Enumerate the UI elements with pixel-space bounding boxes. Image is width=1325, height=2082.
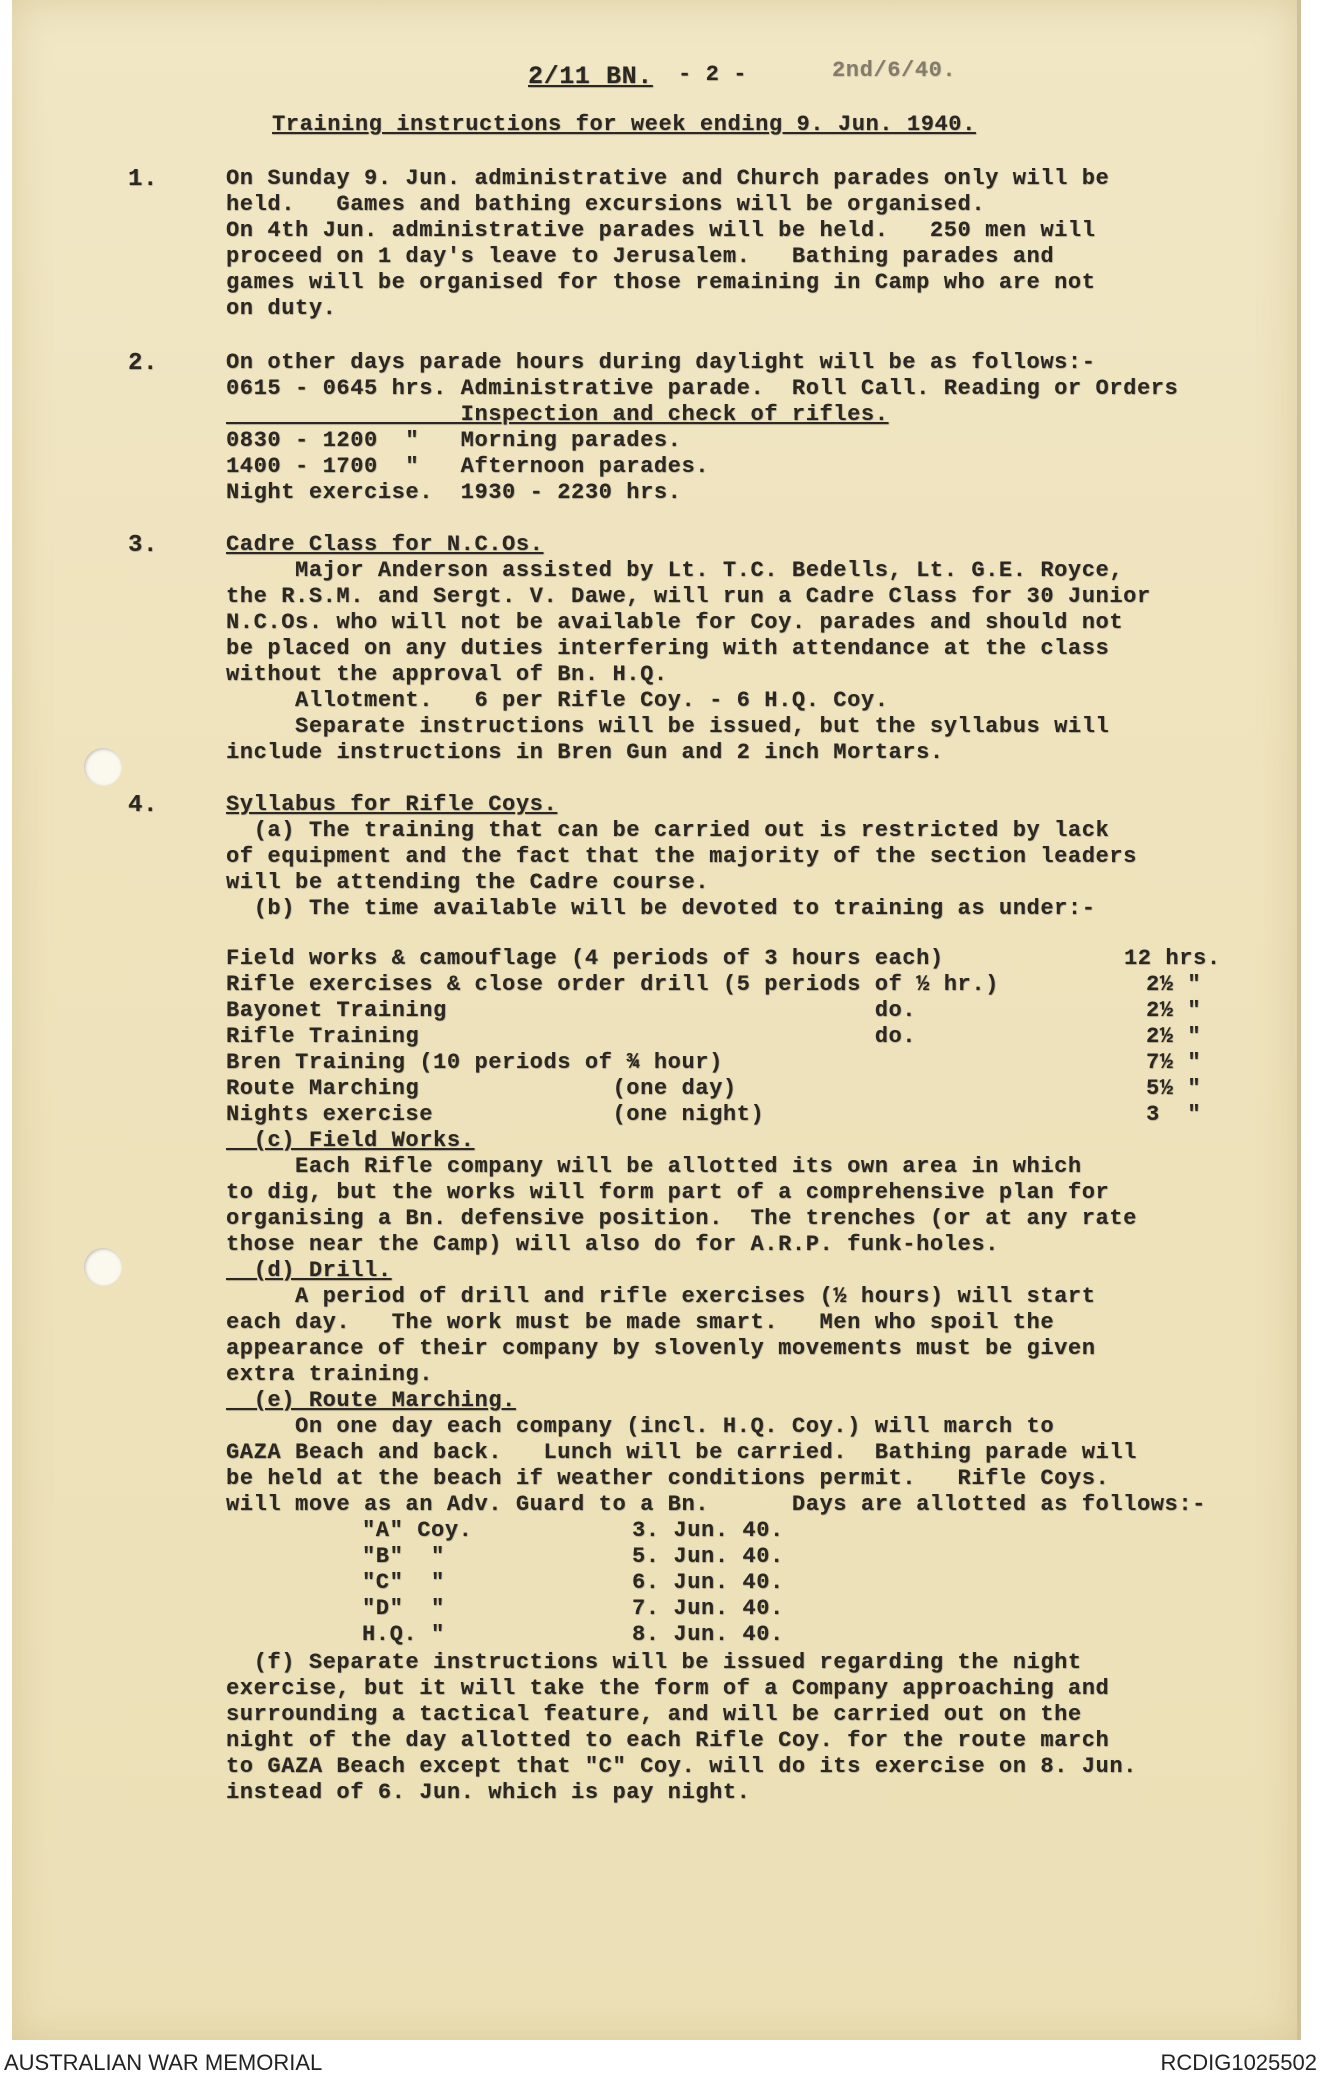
section-2-line: Inspection and check of rifles. [226,402,889,427]
syllabus-item: Field works & camouflage (4 periods of 3 hours each) [226,946,944,971]
section-4-heading: Syllabus for Rifle Coys. [226,792,558,817]
section-3-line: Allotment. 6 per Rifle Coy. - 6 H.Q. Coy. [226,688,889,713]
field-works-line: to dig, but the works will form part of a comprehensive plan for [226,1180,1110,1205]
archive-credit: AUSTRALIAN WAR MEMORIAL [4,2050,323,2075]
section-3-line: be placed on any duties interfering with attendance at the class [226,636,1110,661]
syllabus-item: Bayonet Training do. [226,998,917,1023]
syllabus-hours: 2½ " [1146,972,1202,997]
route-day-date: 8. Jun. 40. [632,1622,784,1647]
route-march-line: On one day each company (incl. H.Q. Coy.) will march to [226,1414,1055,1439]
route-day-date: 3. Jun. 40. [632,1518,784,1543]
section-3-line: Major Anderson assisted by Lt. T.C. Bedells, Lt. G.E. Royce, [226,558,1124,583]
section-4-line: (b) The time available will be devoted to training as under:- [226,896,1096,921]
syllabus-hours: 5½ " [1146,1076,1202,1101]
route-march-line: GAZA Beach and back. Lunch will be carried. Bathing parade will [226,1440,1137,1465]
section-4-line: of equipment and the fact that the majority of the section leaders [226,844,1137,869]
section-2-line: 0830 - 1200 " Morning parades. [226,428,682,453]
field-works-line: those near the Camp) will also do for A.R.P. funk-holes. [226,1232,999,1257]
section-number: 3. [128,532,159,559]
subsection-heading: (c) Field Works. [226,1128,475,1153]
route-march-line: will move as an Adv. Guard to a Bn. Days are allotted as follows:- [226,1492,1206,1517]
syllabus-hours: 7½ " [1146,1050,1202,1075]
section-3-line: without the approval of Bn. H.Q. [226,662,668,687]
section-1-line: held. Games and bathing excursions will be organised. [226,192,986,217]
route-day-date: 6. Jun. 40. [632,1570,784,1595]
syllabus-hours: 2½ " [1146,1024,1202,1049]
night-exercise-line: to GAZA Beach except that "C" Coy. will do its exercise on 8. Jun. [226,1754,1137,1779]
field-works-line: Each Rifle company will be allotted its own area in which [226,1154,1082,1179]
syllabus-item: Route Marching (one day) [226,1076,737,1101]
archive-id: RCDIG1025502 [1160,2050,1317,2075]
section-3-line: N.C.Os. who will not be available for Coy. parades and should not [226,610,1124,635]
syllabus-item: Rifle exercises & close order drill (5 periods of ½ hr.) [226,972,999,997]
route-day-coy: "D" " [362,1596,445,1621]
route-march-line: be held at the beach if weather conditions permit. Rifle Coys. [226,1466,1110,1491]
punch-hole [84,748,122,786]
drill-line: each day. The work must be made smart. Men who spoil the [226,1310,1055,1335]
syllabus-hours: 3 " [1146,1102,1202,1127]
section-3-line: the R.S.M. and Sergt. V. Dawe, will run a Cadre Class for 30 Junior [226,584,1151,609]
section-1-line: on duty. [226,296,337,321]
route-day-date: 7. Jun. 40. [632,1596,784,1621]
night-exercise-line: instead of 6. Jun. which is pay night. [226,1780,751,1805]
drill-line: extra training. [226,1362,434,1387]
night-exercise-line: exercise, but it will take the form of a Company approaching and [226,1676,1110,1701]
battalion-heading: 2/11 BN. [528,62,653,91]
document-page [12,0,1301,2040]
section-2-line: 0615 - 0645 hrs. Administrative parade. Roll Call. Reading or Orders [226,376,1179,401]
route-day-coy: "C" " [362,1570,445,1595]
section-2-line: 1400 - 1700 " Afternoon parades. [226,454,710,479]
syllabus-item: Rifle Training do. [226,1024,917,1049]
section-3-line: Separate instructions will be issued, but the syllabus will [226,714,1110,739]
syllabus-hours: 12 hrs. [1124,946,1221,971]
drill-line: A period of drill and rifle exercises (½ hours) will start [226,1284,1096,1309]
page-number: - 2 - [678,62,748,87]
section-number: 2. [128,350,159,377]
route-day-coy: H.Q. " [362,1622,445,1647]
syllabus-hours: 2½ " [1146,998,1202,1023]
section-1-line: proceed on 1 day's leave to Jerusalem. Bathing parades and [226,244,1055,269]
night-exercise-line: (f) Separate instructions will be issued regarding the night [226,1650,1082,1675]
section-2-line: On other days parade hours during daylight will be as follows:- [226,350,1096,375]
section-3-heading: Cadre Class for N.C.Os. [226,532,544,557]
section-1-line: On Sunday 9. Jun. administrative and Church parades only will be [226,166,1110,191]
section-1-line: On 4th Jun. administrative parades will be held. 250 men will [226,218,1096,243]
route-day-coy: "B" " [362,1544,445,1569]
section-2-line: Night exercise. 1930 - 2230 hrs. [226,480,682,505]
section-3-line: include instructions in Bren Gun and 2 inch Mortars. [226,740,944,765]
route-day-coy: "A" Coy. [362,1518,473,1543]
drill-line: appearance of their company by slovenly movements must be given [226,1336,1096,1361]
syllabus-item: Bren Training (10 periods of ¾ hour) [226,1050,723,1075]
route-day-date: 5. Jun. 40. [632,1544,784,1569]
date-mark: 2nd/6/40. [832,58,957,83]
punch-hole [84,1248,122,1286]
subsection-heading: (d) Drill. [226,1258,392,1283]
night-exercise-line: surrounding a tactical feature, and will be carried out on the [226,1702,1082,1727]
section-1-line: games will be organised for those remaining in Camp who are not [226,270,1096,295]
document-title: Training instructions for week ending 9. Jun. 1940. [272,112,976,137]
night-exercise-line: night of the day allotted to each Rifle Coy. for the route march [226,1728,1110,1753]
syllabus-item: Nights exercise (one night) [226,1102,765,1127]
section-4-line: (a) The training that can be carried out is restricted by lack [226,818,1110,843]
field-works-line: organising a Bn. defensive position. The trenches (or at any rate [226,1206,1137,1231]
section-number: 1. [128,166,159,193]
subsection-heading: (e) Route Marching. [226,1388,516,1413]
section-4-line: will be attending the Cadre course. [226,870,710,895]
section-number: 4. [128,792,159,819]
